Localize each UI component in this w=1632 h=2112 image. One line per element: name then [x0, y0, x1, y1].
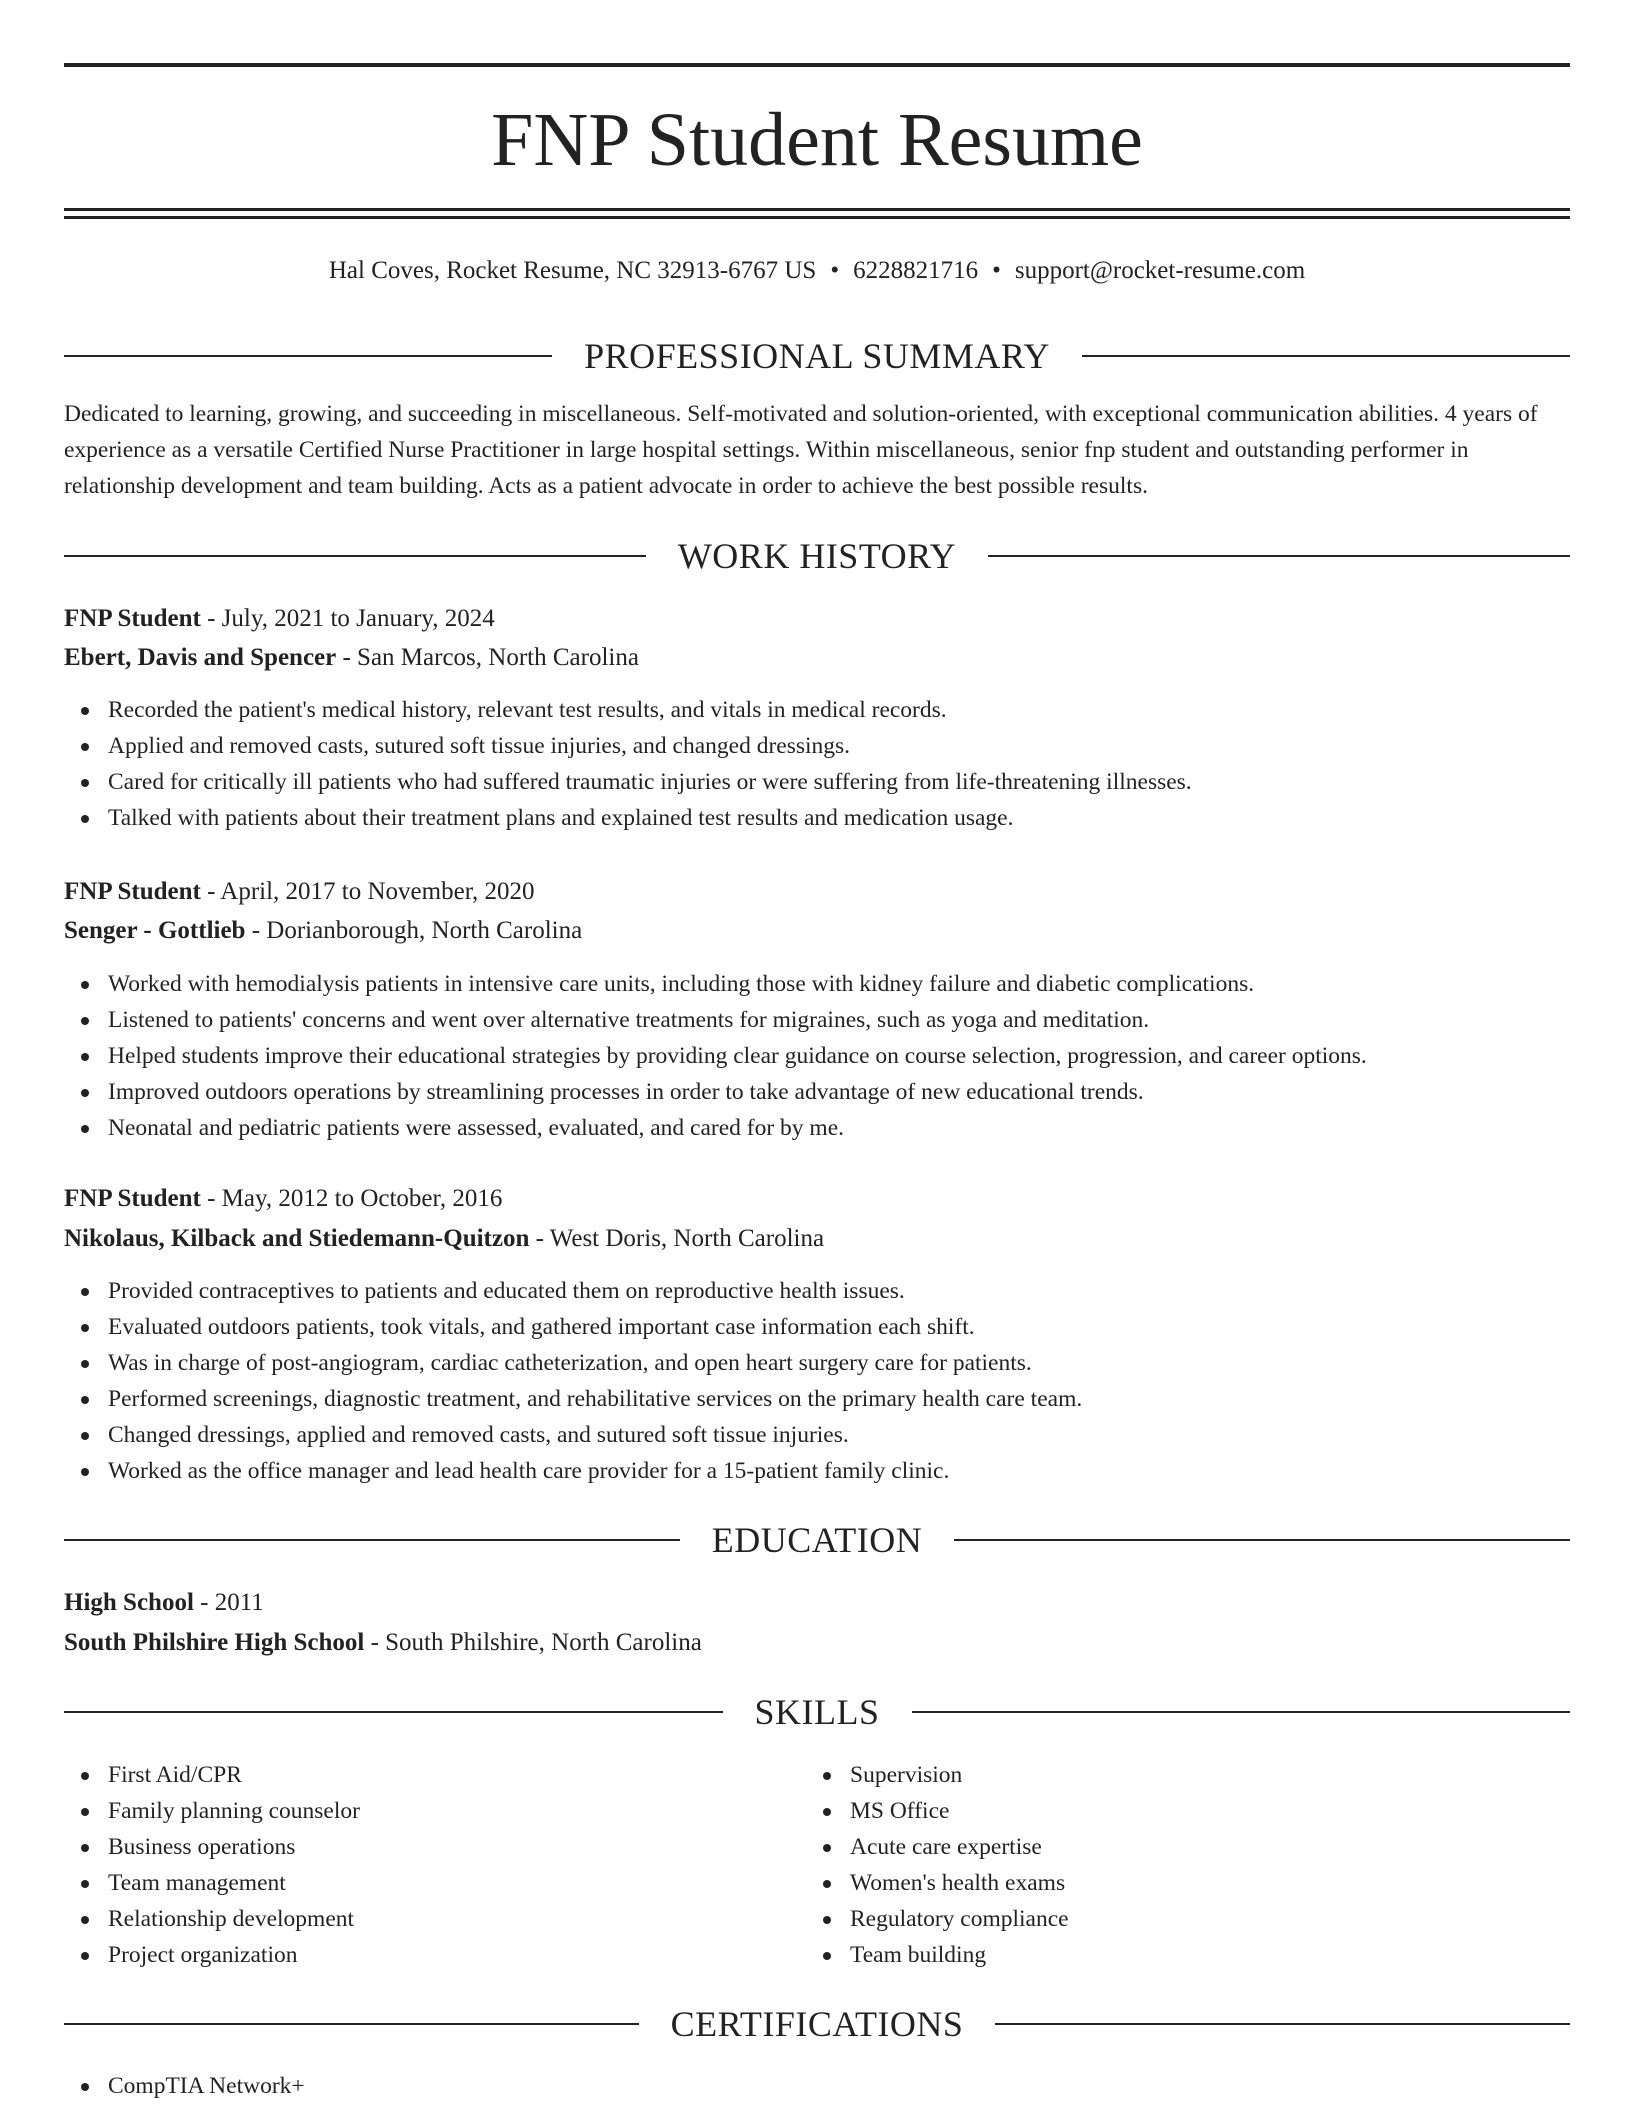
certifications-list: [64, 2068, 1570, 2104]
job-location: - San Marcos, North Carolina: [336, 644, 639, 671]
section-rule: [954, 1539, 1570, 1541]
skill-item: MS Office: [806, 1793, 1546, 1829]
job-title-line: [64, 1180, 1570, 1218]
skill-item: Supervision: [806, 1757, 1546, 1793]
list-item: Helped students improve their educational strategies by providing clear guidance on course selection, progression, and career options.: [64, 1038, 1570, 1074]
list-item: Recorded the patient's medical history, relevant test results, and vitals in medical records.: [64, 692, 1570, 728]
education-location: - South Philshire, North Carolina: [364, 1629, 702, 1656]
job-bullets: [64, 1273, 1570, 1489]
contact-separator: •: [992, 257, 1001, 284]
education-school-line: [64, 1624, 1570, 1662]
section-rule: [64, 1711, 723, 1713]
job-employer-line: [64, 912, 1570, 950]
list-item: Talked with patients about their treatment plans and explained test results and medication usage.: [64, 800, 1570, 836]
education-degree-line: [64, 1584, 1570, 1622]
contact-line: [64, 254, 1570, 288]
job-dates: - May, 2012 to October, 2016: [200, 1185, 503, 1212]
skill-item: Relationship development: [64, 1901, 804, 1937]
list-item: Evaluated outdoors patients, took vitals, and gathered important case information each shift.: [64, 1309, 1570, 1345]
job-bullets: [64, 966, 1570, 1146]
skill-item: Women's health exams: [806, 1865, 1546, 1901]
list-item: Worked as the office manager and lead health care provider for a 15-patient family clinic.: [64, 1453, 1570, 1489]
skill-item: Regulatory compliance: [806, 1901, 1546, 1937]
section-rule: [64, 2023, 639, 2025]
job-title: FNP Student: [64, 1185, 201, 1212]
contact-address: Hal Coves, Rocket Resume, NC 32913-6767 US: [328, 257, 817, 284]
job-title-line: [64, 873, 1570, 911]
job-employer-line: [64, 639, 1570, 677]
skill-item: First Aid/CPR: [64, 1757, 804, 1793]
job-bullets: [64, 692, 1570, 836]
summary-text: Dedicated to learning, growing, and succeeding in miscellaneous. Self-motivated and solution-oriented, with exceptional communication abilities. 4 years of experience as a versatile Certified Nurse Practitioner in large hospital settings. Within miscellaneous, senior fnp student and outstanding performer in relationship development and team building. Acts as a patient advocate in order to achieve the best possible results.: [64, 401, 1538, 499]
section-header-certifications: [64, 2002, 1570, 2046]
skills-list-right: [806, 1757, 1546, 1973]
header-bottom-rule-2: [64, 216, 1570, 219]
list-item: Cared for critically ill patients who had suffered traumatic injuries or were suffering from life-threatening illnesses.: [64, 764, 1570, 800]
job-employer-line: [64, 1220, 1570, 1258]
job-location: - Dorianborough, North Carolina: [245, 917, 583, 944]
list-item: Improved outdoors operations by streamlining processes in order to take advantage of new educational trends.: [64, 1074, 1570, 1110]
list-item: Listened to patients' concerns and went over alternative treatments for migraines, such as yoga and meditation.: [64, 1002, 1570, 1038]
section-title: PROFESSIONAL SUMMARY: [584, 336, 1050, 376]
section-title: WORK HISTORY: [677, 536, 957, 576]
list-item: Performed screenings, diagnostic treatment, and rehabilitative services on the primary health care team.: [64, 1381, 1570, 1417]
job-dates: - July, 2021 to January, 2024: [200, 605, 495, 632]
job-employer: Ebert, Davis and Spencer: [64, 644, 337, 671]
header-top-rule: [64, 63, 1570, 67]
section-title: CERTIFICATIONS: [670, 2004, 964, 2044]
education-degree: High School: [64, 1589, 194, 1616]
list-item: Was in charge of post-angiogram, cardiac catheterization, and open heart surgery care for patients.: [64, 1345, 1570, 1381]
education-year: - 2011: [193, 1589, 264, 1616]
list-item: Neonatal and pediatric patients were assessed, evaluated, and cared for by me.: [64, 1110, 1570, 1146]
section-header-education: [64, 1518, 1570, 1562]
job-title-line: [64, 600, 1570, 638]
section-rule: [64, 1539, 680, 1541]
section-rule: [912, 1711, 1571, 1713]
section-rule: [64, 555, 646, 557]
contact-phone: 6228821716: [853, 257, 979, 284]
section-rule: [64, 355, 552, 357]
section-rule: [995, 2023, 1570, 2025]
list-item: Applied and removed casts, sutured soft tissue injuries, and changed dressings.: [64, 728, 1570, 764]
certification-item: CompTIA Network+: [64, 2068, 1570, 2104]
skills-list-left: [64, 1757, 804, 1973]
education-school: South Philshire High School: [64, 1629, 365, 1656]
job-dates: - April, 2017 to November, 2020: [200, 878, 535, 905]
job-title: FNP Student: [64, 605, 201, 632]
skill-item: Project organization: [64, 1937, 804, 1973]
section-header-summary: [64, 334, 1570, 378]
list-item: Worked with hemodialysis patients in intensive care units, including those with kidney failure and diabetic complications.: [64, 966, 1570, 1002]
section-rule: [988, 555, 1570, 557]
skill-item: Family planning counselor: [64, 1793, 804, 1829]
job-employer: Nikolaus, Kilback and Stiedemann-Quitzon: [64, 1225, 530, 1252]
list-item: Provided contraceptives to patients and educated them on reproductive health issues.: [64, 1273, 1570, 1309]
skill-item: Team management: [64, 1865, 804, 1901]
job-title: FNP Student: [64, 878, 201, 905]
job-location: - West Doris, North Carolina: [529, 1225, 825, 1252]
job-employer: Senger - Gottlieb: [64, 917, 246, 944]
section-title: SKILLS: [754, 1692, 880, 1732]
section-rule: [1082, 355, 1570, 357]
contact-email: support@rocket-resume.com: [1014, 257, 1306, 284]
contact-separator: •: [830, 257, 840, 284]
skill-item: Acute care expertise: [806, 1829, 1546, 1865]
skill-item: Business operations: [64, 1829, 804, 1865]
section-header-skills: [64, 1690, 1570, 1734]
skill-item: Team building: [806, 1937, 1546, 1973]
section-header-work: [64, 534, 1570, 578]
header-bottom-rule: [64, 208, 1570, 211]
list-item: Changed dressings, applied and removed casts, and sutured soft tissue injuries.: [64, 1417, 1570, 1453]
resume-title: FNP Student Resume: [491, 98, 1143, 182]
section-title: EDUCATION: [711, 1520, 923, 1560]
